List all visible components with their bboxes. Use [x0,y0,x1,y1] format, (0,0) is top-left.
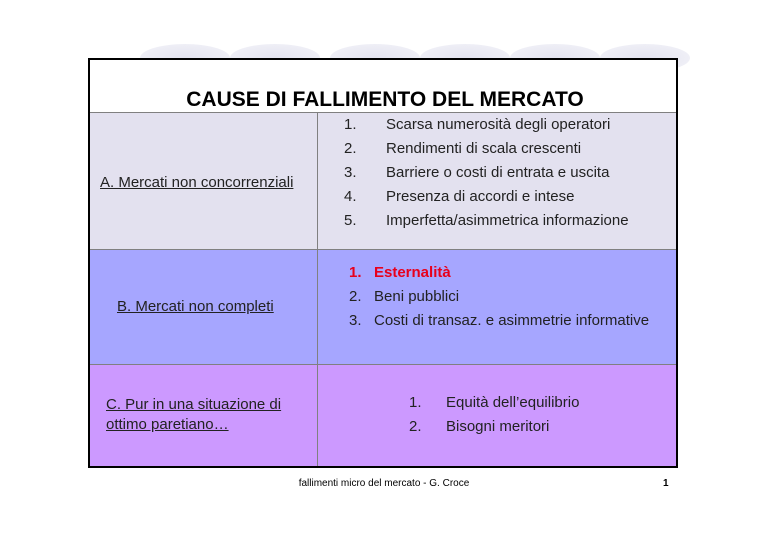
list-text: Barriere o costi di entrata e uscita [386,164,610,181]
list-text: Costi di transaz. e asimmetrie informative [374,312,650,329]
row-c-label-line1: C. Pur in una situazione di [106,396,282,413]
slide-footer: fallimenti micro del mercato - G. Croce [298,478,470,489]
list-number: 5. [344,212,357,229]
slide-table [88,58,678,468]
list-text: Presenza di accordi e intese [386,188,575,205]
list-number: 1. [409,394,422,411]
list-text: Imperfetta/asimmetrica informazione [386,212,629,229]
row-b-list [319,250,676,364]
row-b-label-cell [90,250,318,364]
list-text: Beni pubblici [374,288,460,305]
list-text: Bisogni meritori [446,418,550,435]
page-number: 1 [663,478,669,489]
row-c-label-cell [90,365,318,466]
row-a-label: A. Mercati non concorrenziali [100,174,294,191]
list-text: Scarsa numerosità degli operatori [386,116,611,133]
list-text: Equità dell’equilibrio [446,394,580,411]
row-mercati-non-concorrenziali [90,112,676,249]
list-number: 2. [349,288,362,305]
list-text: Rendimenti di scala crescenti [386,140,582,157]
list-number: 3. [344,164,357,181]
row-a-list [319,113,676,249]
row-a-label-cell [90,113,318,249]
slide-title: CAUSE DI FALLIMENTO DEL MERCATO [186,88,584,111]
list-number: 4. [344,188,357,205]
row-c-list [319,365,676,466]
list-number: 3. [349,312,362,329]
row-b-label: B. Mercati non completi [117,298,274,315]
list-number: 2. [344,140,357,157]
list-text-highlighted: Esternalità [374,264,451,281]
list-number: 1. [349,264,362,281]
list-number: 2. [409,418,422,435]
row-ottimo-paretiano [90,364,676,466]
list-number: 1. [344,116,357,133]
row-c-label-line2: ottimo paretiano… [106,416,229,433]
row-mercati-non-completi [90,249,676,364]
